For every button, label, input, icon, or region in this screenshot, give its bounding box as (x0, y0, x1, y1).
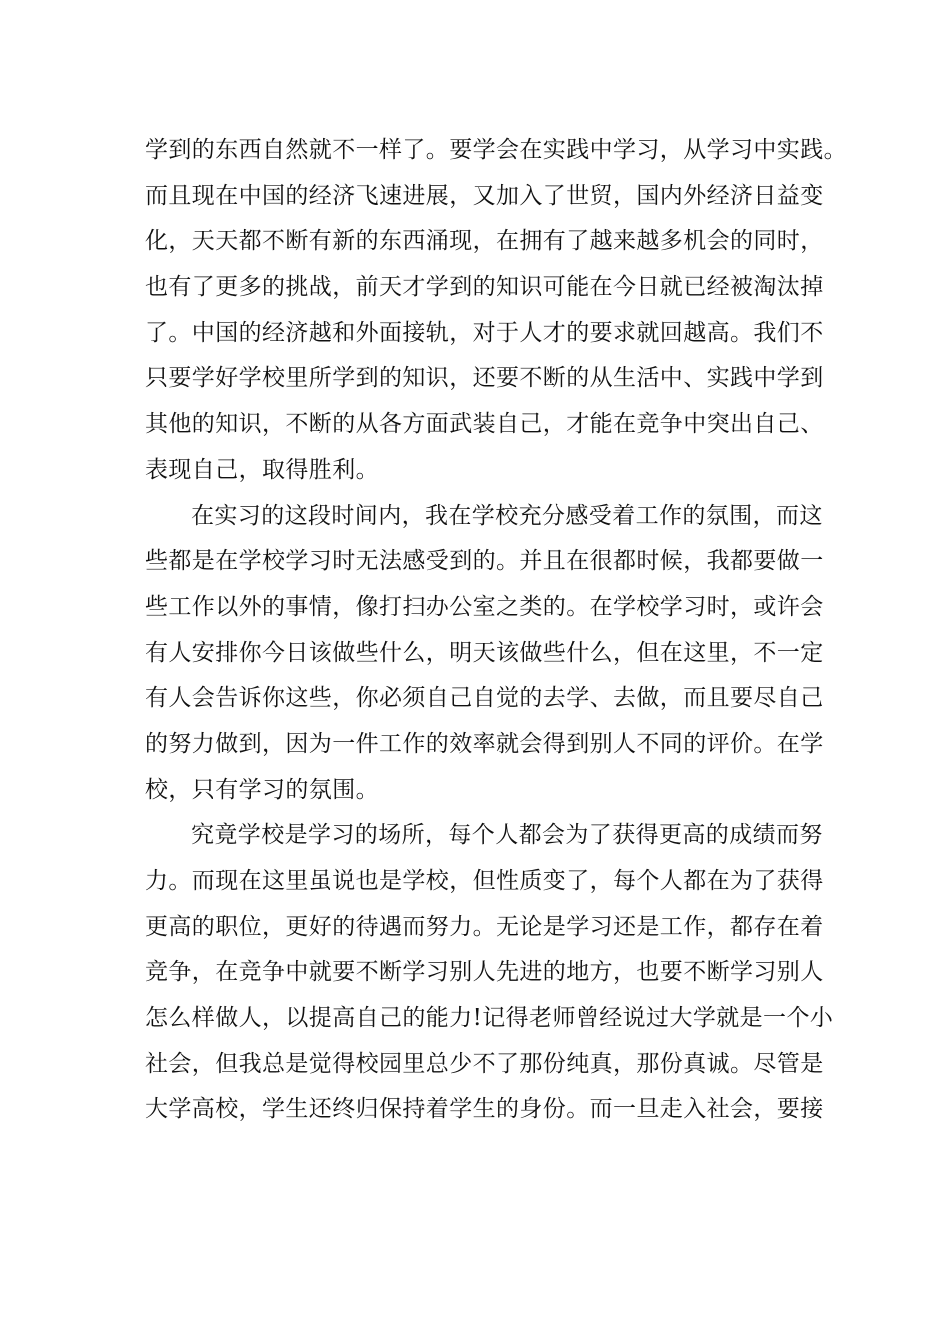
text-line: 竞争，在竞争中就要不断学习别人先进的地方，也要不断学习别人 (145, 959, 824, 986)
text-line: 有人安排你今日该做些什么，明天该做些什么，但在这里，不一定 (145, 639, 824, 666)
text-line: 而且现在中国的经济飞速进展，又加入了世贸，国内外经济日益变 (145, 182, 824, 209)
text-line: 更高的职位，更好的待遇而努力。无论是学习还是工作，都存在着 (145, 913, 824, 940)
text-line: 些工作以外的事情，像打扫办公室之类的。在学校学习时，或许会 (145, 593, 824, 620)
text-line: 力。而现在这里虽说也是学校，但性质变了，每个人都在为了获得 (145, 868, 824, 894)
text-line: 些都是在学校学习时无法感受到的。并且在很都时候，我都要做一 (145, 548, 824, 575)
text-line: 了。中国的经济越和外面接轨，对于人才的要求就回越高。我们不 (145, 319, 824, 346)
text-line: 怎么样做人，以提高自己的能力!记得老师曾经说过大学就是一个小 (145, 1005, 834, 1032)
text-line: 只要学好学校里所学到的知识，还要不断的从生活中、实践中学到 (145, 365, 824, 392)
text-line: 大学高校，学生还终归保持着学生的身份。而一旦走入社会，要接 (145, 1096, 824, 1123)
text-line: 化，天天都不断有新的东西涌现，在拥有了越来越多机会的同时， (145, 228, 824, 255)
paragraph-first-line: 在实习的这段时间内，我在学校充分感受着工作的氛围，而这 (191, 502, 823, 529)
text-line: 表现自己，取得胜利。 (145, 456, 379, 483)
text-line: 其他的知识，不断的从各方面武装自己，才能在竞争中突出自己、 (145, 411, 824, 438)
text-line: 校，只有学习的氛围。 (145, 776, 379, 803)
text-line: 有人会告诉你这些，你必须自己自觉的去学、去做，而且要尽自己 (145, 685, 824, 712)
text-line: 社会，但我总是觉得校园里总少不了那份纯真，那份真诚。尽管是 (145, 1050, 824, 1077)
body-text (145, 128, 847, 1133)
text-line: 学到的东西自然就不一样了。要学会在实践中学习，从学习中实践。 (145, 137, 847, 163)
text-line: 也有了更多的挑战，前天才学到的知识可能在今日就已经被淘汰掉 (145, 274, 824, 301)
paragraph-first-line: 究竟学校是学习的场所，每个人都会为了获得更高的成绩而努 (191, 822, 823, 849)
text-line: 的努力做到，因为一件工作的效率就会得到别人不同的评价。在学 (145, 730, 824, 757)
